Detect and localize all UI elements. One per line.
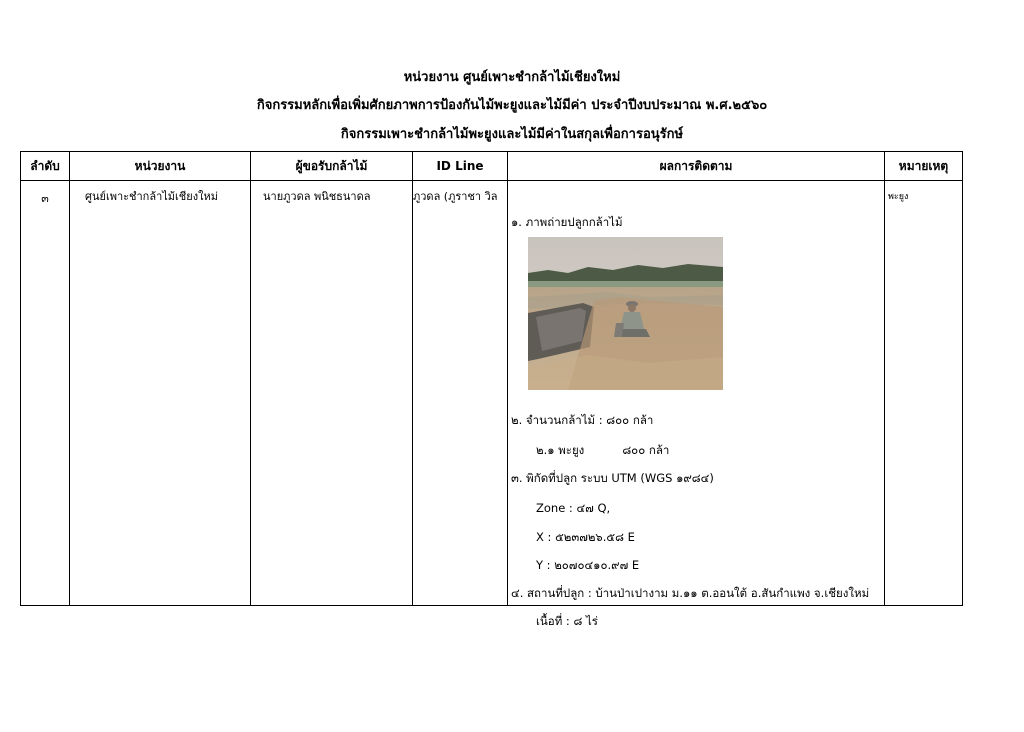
result-item-location: ๔. สถานที่ปลูก : บ้านป่าเปางาม ม.๑๑ ต.ออนใต้ อ.สันกำแพง จ.เชียงใหม่ bbox=[511, 586, 870, 600]
result-item-species bbox=[536, 443, 669, 457]
coordinate-y: Y : ๒๐๗๐๔๑๐.๙๗ E bbox=[536, 558, 640, 572]
planting-photo bbox=[528, 237, 723, 390]
table-row bbox=[21, 181, 963, 606]
cell-unit: ศูนย์เพาะชำกล้าไม้เชียงใหม่ bbox=[70, 181, 251, 606]
result-item-area: เนื้อที่ : ๘ ไร่ bbox=[536, 614, 598, 628]
col-header-unit: หน่วยงาน bbox=[70, 152, 251, 181]
activity-title: กิจกรรมเพาะชำกล้าไม้พะยูงและไม้มีค่าในสกุลเพื่อการอนุรักษ์ bbox=[340, 127, 684, 142]
coordinate-zone: Zone : ๔๗ Q, bbox=[536, 501, 611, 515]
species-label: ๒.๑ พะยูง bbox=[536, 443, 585, 457]
page-subtitle: กิจกรรมหลักเพื่อเพิ่มศักยภาพการป้องกันไม้พะยูงและไม้มีค่า ประจำปีงบประมาณ พ.ศ.๒๕๖๐ bbox=[256, 98, 768, 113]
species-value: ๘๐๐ กล้า bbox=[622, 443, 670, 457]
cell-note: พะยูง bbox=[885, 181, 963, 606]
col-header-seq: ลำดับ bbox=[21, 152, 70, 181]
coordinate-x: X : ๕๒๓๗๒๖.๕๘ E bbox=[536, 530, 635, 544]
page-title: หน่วยงาน ศูนย์เพาะชำกล้าไม้เชียงใหม่ bbox=[403, 70, 621, 85]
col-header-id-line: ID Line bbox=[413, 152, 508, 181]
col-header-requester: ผู้ขอรับกล้าไม้ bbox=[251, 152, 413, 181]
follow-up-table bbox=[20, 151, 963, 628]
result-item-seedling-count: ๒. จำนวนกล้าไม้ : ๘๐๐ กล้า bbox=[511, 413, 654, 427]
result-item-photo-label: ๑. ภาพถ่ายปลูกกล้าไม้ bbox=[511, 215, 623, 229]
col-header-note: หมายเหตุ bbox=[885, 152, 963, 181]
cell-result bbox=[508, 181, 885, 628]
cell-requester: นายภูวดล พนิชธนาดล bbox=[251, 181, 413, 606]
table-header-row bbox=[21, 152, 963, 181]
cell-id-line: ภูวดล (ภูราชา วิล bbox=[413, 181, 508, 606]
col-header-result: ผลการติดตาม bbox=[508, 152, 885, 181]
cell-seq: ๓ bbox=[21, 181, 70, 606]
result-item-coordinates: ๓. พิกัดที่ปลูก ระบบ UTM (WGS ๑๙๘๔) bbox=[511, 471, 714, 485]
